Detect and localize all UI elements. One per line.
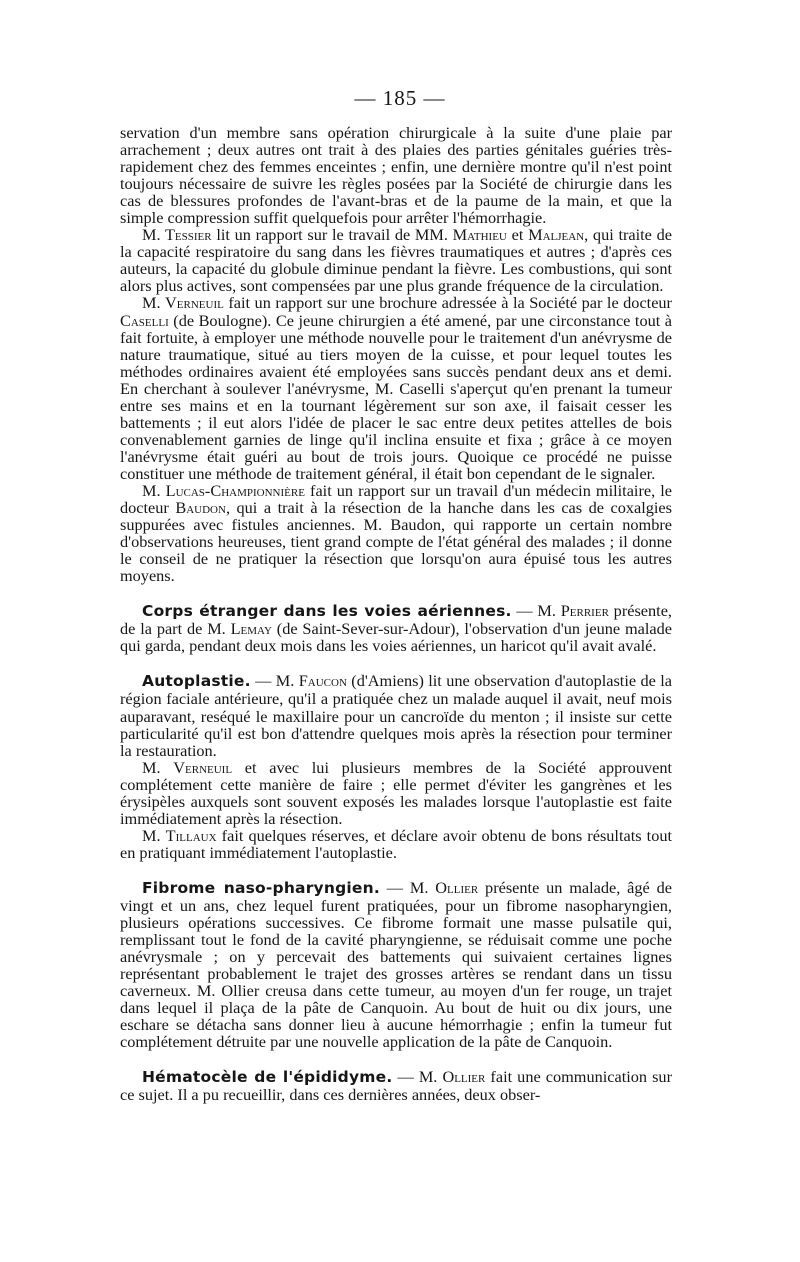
paragraph-continuation: servation d'un membre sans opération chirurgicale à la suite d'une plaie par arrachement ; deux autres ont trait à des plaies des parties génitales guéries très-rapidement chez des femmes enceintes ; enfin, une dernière montre qu'il n'est point toujours nécessaire de suivre les règles posées par la Société de chirurgie dans les cas de blessures profondes de l'avant-bras et de la paume de la main, et que la simple compression suffit quelquefois pour arrêter l'hémorrhagie. xyxy=(120,123,672,228)
paragraph-tessier-report: M. Tessier lit un rapport sur le travail de MM. Mathieu et Maljean, qui traite de la capacité respiratoire du sang dans les fièvres traumatiques et autres ; d'après ces auteurs, la capacité du globule diminue pendant la fièvre. Les combustions, qui sont alors plus actives, sont compensées par une plus grande fréquence de la circulation. xyxy=(120,225,673,296)
section-heading: Hématocèle de l'épididyme. xyxy=(142,1068,393,1087)
body-text xyxy=(120,124,672,1103)
section-autoplastie: Autoplastie. — M. Faucon (d'Amiens) lit une observation d'autoplastie de la région faciale antérieure, qu'il a pratiquée chez un malade auquel il avait, neuf mois auparavant, reséqué le maxillaire pour un cancroïde du menton ; il insiste sur cette particularité qu'il est bon d'attendre quelques mois après la résection pour terminer la restauration. xyxy=(120,671,672,760)
section-heading: Fibrome naso-pharyngien. xyxy=(142,878,380,897)
paragraph-verneuil-report: M. Verneuil fait un rapport sur une brochure adressée à la Société par le docteur Caselli (de Boulogne). Ce jeune chirurgien a été amené, par une circonstance tout à fait fortuite, à employer une méthode nouvelle pour le traitement d'un anévrysme de nature traumatique, situé au tiers moyen de la cuisse, et pour lequel toutes les méthodes ordinaires avaient été employées sans succès pendant deux ans et demi. En cherchant à soulever l'anévrysme, M. Caselli s'aperçut qu'en prenant la tumeur entre ses mains et en la tournant légèrement sur son axe, il faisait cesser les battements ; il eut alors l'idée de placer le sac entre deux petites attelles de bois convenablement garnies de linge qu'il inclina ensuite et fixa ; grâce à ce moyen l'anévrysme était guéri au bout de trois jours. Quoique ce procédé ne puisse constituer une méthode de traitement général, il était bon cependant de le signaler. xyxy=(120,293,672,483)
section-hematocele: Hématocèle de l'épididyme. — M. Ollier fait une communication sur ce sujet. Il a pu recueillir, dans ces dernières années, deux obser- xyxy=(120,1067,672,1105)
section-heading: Corps étranger dans les voies aériennes. xyxy=(142,602,512,621)
paragraph-verneuil-approval: M. Verneuil et avec lui plusieurs membres de la Société approuvent complétement cette manière de faire ; elle permet d'éviter les gangrènes et les érysipèles auxquels sont souvent exposés les malades lorsque l'autoplastie est faite immédiatement après la résection. xyxy=(120,757,672,828)
paragraph-tillaux-reserves: M. Tillaux fait quelques réserves, et déclare avoir obtenu de bons résultats tout en pratiquant immédiatement l'autoplastie. xyxy=(120,825,673,862)
section-corps-etranger: Corps étranger dans les voies aériennes. — M. Perrier présente, de la part de M. Lemay (de Saint-Sever-sur-Adour), l'observation d'un jeune malade qui garda, pendant deux mois dans les voies aériennes, un haricot qu'il avait avalé. xyxy=(120,601,672,656)
section-fibrome: Fibrome naso-pharyngien. — M. Ollier présente un malade, âgé de vingt et un ans, chez lequel furent pratiquées, pour un fibrome nasopharyngien, plusieurs opérations successives. Ce fibrome formait une masse pulsatile qui, remplissant tout le fond de la cavité pharyngienne, se réduisait comme une poche anévrysmale ; on y percevait des battements qui suivaient certaines lignes représentant probablement le trajet des grosses artères se rendant dans un tissu caverneux. M. Ollier creusa dans cette tumeur, au moyen d'un fer rouge, un trajet dans lequel il plaça de la pâte de Canquoin. Au bout de huit ou dix jours, une eschare se détacha sans donner lieu à aucune hémorrhagie ; enfin la tumeur fut complétement détruite par une nouvelle application de la pâte de Canquoin. xyxy=(120,877,672,1052)
paragraph-lucas-championniere-report: M. Lucas-Championnière fait un rapport sur un travail d'un médecin militaire, le docteur Baudon, qui a trait à la résection de la hanche dans les cas de coxalgies suppurées avec fistules anciennes. M. Baudon, qui rapporte un certain nombre d'observations heureuses, tient grand compte de l'état général des malades ; il donne le conseil de ne pratiquer la résection que lorsqu'on aura épuisé tous les autres moyens. xyxy=(120,480,672,586)
page-number: — 185 — xyxy=(354,86,446,110)
section-heading: Autoplastie. xyxy=(142,672,251,691)
